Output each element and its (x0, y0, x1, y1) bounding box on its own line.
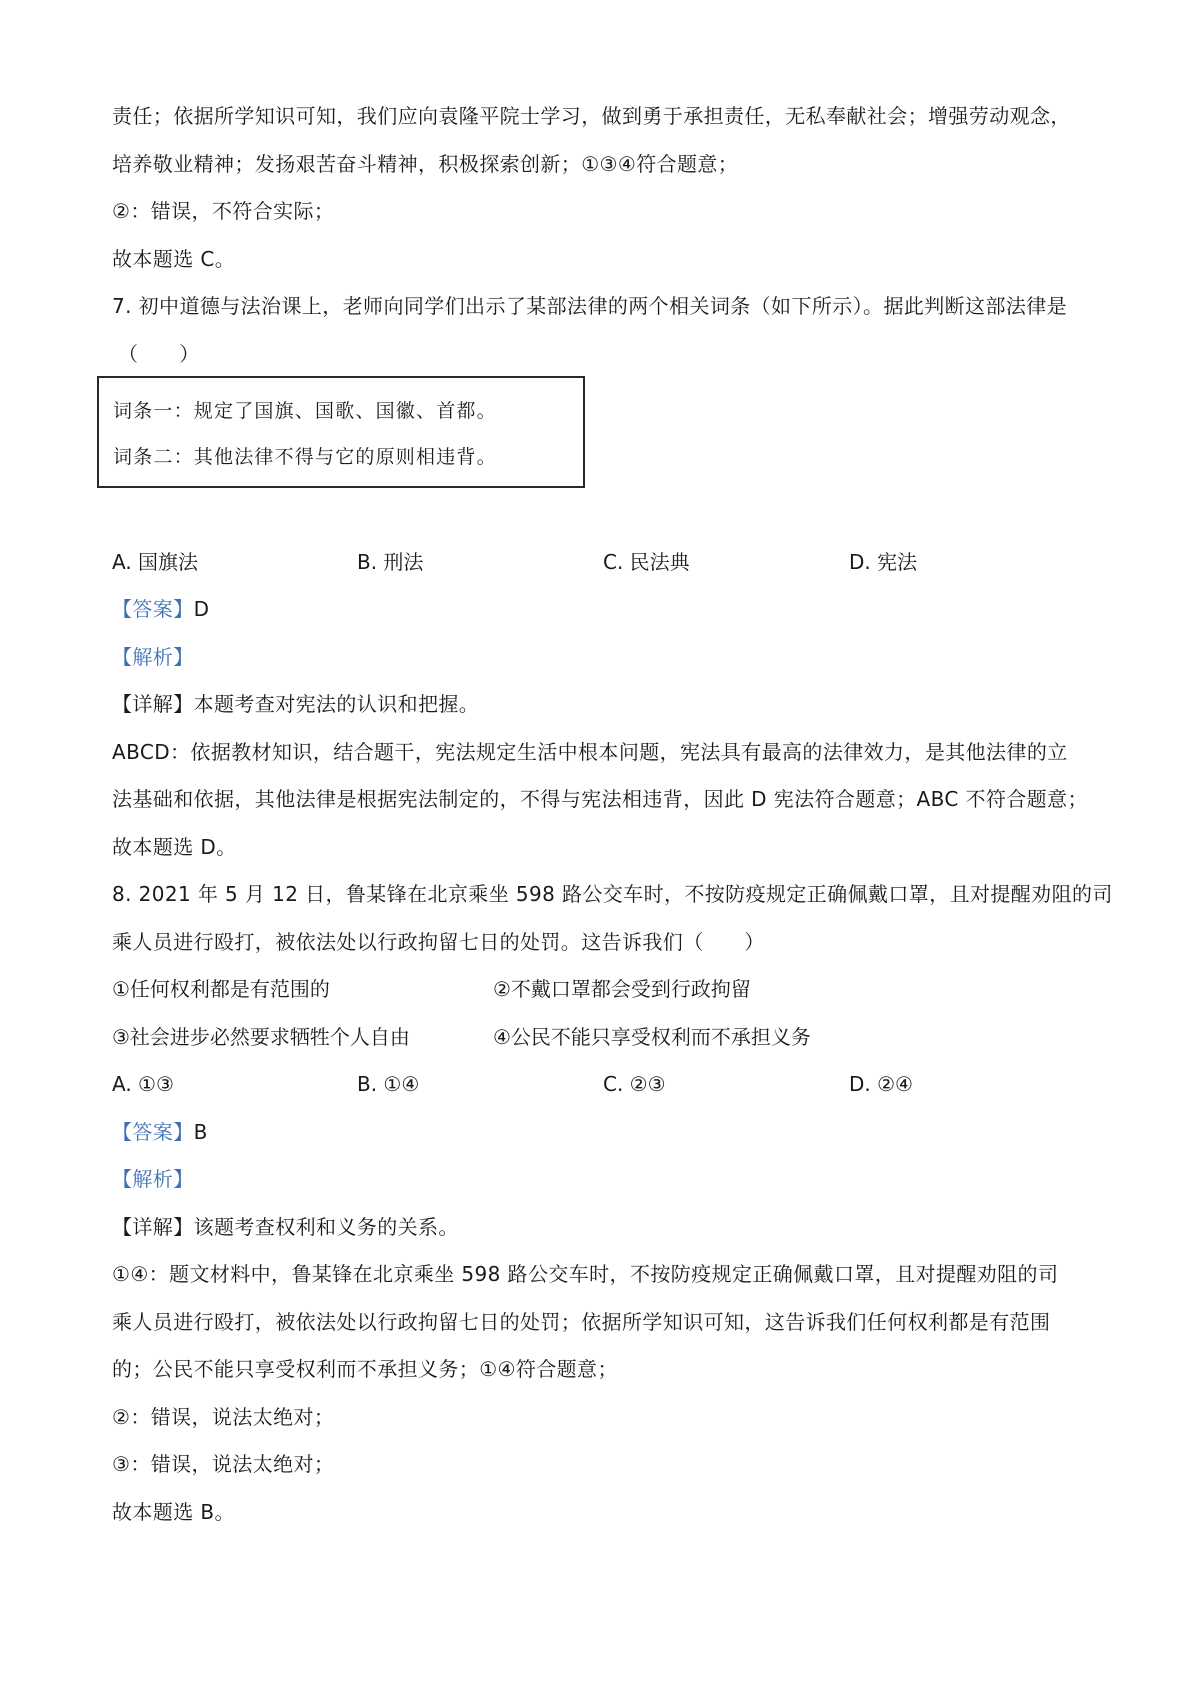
q7-answer: D (193, 597, 210, 621)
q7-analysis-tag: 【解析】 (112, 645, 194, 669)
q8-stem-line-1: 8. 2021 年 5 月 12 日，鲁某锋在北京乘坐 598 路公交车时，不按防疫规定正确佩戴口罩，且对提醒劝阻的司 (112, 882, 1113, 906)
q8-option-c: C. ②③ (603, 1072, 666, 1096)
q7-detail: 【详解】本题考查对宪法的认识和把握。 (112, 692, 480, 716)
q7-option-c: C. 民法典 (603, 550, 690, 574)
q8-statement-3: ③社会进步必然要求牺牲个人自由 (112, 1025, 410, 1049)
q7-answer-line (112, 595, 1110, 623)
prev-explanation-line-2: 培养敬业精神；发扬艰苦奋斗精神，积极探索创新；①③④符合题意； (112, 152, 739, 176)
q8-stem-line-2: 乘人员进行殴打，被依法处以行政拘留七日的处罚。这告诉我们（ ） (112, 930, 765, 954)
q8-statement-1: ①任何权利都是有范围的 (112, 977, 330, 1001)
q8-answer: B (193, 1120, 208, 1144)
q8-option-d: D. ②④ (849, 1072, 913, 1096)
q7-option-d: D. 宪法 (849, 550, 918, 574)
q7-entry-1: 词条一：规定了国旗、国歌、国徽、首都。 (113, 400, 497, 422)
q7-explanation-line-2: 法基础和依据，其他法律是根据宪法制定的，不得与宪法相违背，因此 D 宪法符合题意；ABC 不符合题意； (112, 787, 1088, 811)
q8-detail: 【详解】该题考查权利和义务的关系。 (112, 1215, 459, 1239)
q7-answer-tag: 【答案】 (112, 597, 194, 621)
q7-stem-line-1: 7. 初中道德与法治课上，老师向同学们出示了某部法律的两个相关词条（如下所示）。据此判断这部法律是 (112, 294, 1068, 318)
q8-option-a: A. ①③ (112, 1072, 174, 1096)
q7-option-a: A. 国旗法 (112, 550, 199, 574)
prev-explanation-line-1: 责任；依据所学知识可知，我们应向袁隆平院士学习，做到勇于承担责任，无私奉献社会；增强劳动观念， (112, 104, 1071, 128)
prev-conclusion: 故本题选 C。 (112, 247, 236, 271)
q8-explanation-line-5: ③：错误，说法太绝对； (112, 1452, 335, 1476)
q7-stem-line-2: （ ） (118, 342, 200, 366)
q8-option-b: B. ①④ (357, 1072, 420, 1096)
q8-statement-2: ②不戴口罩都会受到行政拘留 (493, 977, 751, 1001)
q8-explanation-line-4: ②：错误，说法太绝对； (112, 1405, 335, 1429)
q7-entry-2: 词条二：其他法律不得与它的原则相违背。 (113, 446, 497, 468)
q8-explanation-line-1: ①④：题文材料中，鲁某锋在北京乘坐 598 路公交车时，不按防疫规定正确佩戴口罩，且对提醒劝阻的司 (112, 1262, 1059, 1286)
q8-answer-tag: 【答案】 (112, 1120, 194, 1144)
prev-explanation-line-3: ②：错误，不符合实际； (112, 199, 335, 223)
q7-conclusion: 故本题选 D。 (112, 835, 237, 859)
q8-explanation-line-2: 乘人员进行殴打，被依法处以行政拘留七日的处罚；依据所学知识可知，这告诉我们任何权利都是有范围 (112, 1310, 1051, 1334)
q8-conclusion: 故本题选 B。 (112, 1500, 235, 1524)
q8-statement-4: ④公民不能只享受权利而不承担义务 (493, 1025, 811, 1049)
q8-answer-line (112, 1118, 1110, 1146)
q7-explanation-line-1: ABCD：依据教材知识，结合题干，宪法规定生活中根本问题，宪法具有最高的法律效力，是其他法律的立 (112, 740, 1068, 764)
q8-explanation-line-3: 的；公民不能只享受权利而不承担义务；①④符合题意； (112, 1357, 618, 1381)
q7-entry-box (97, 376, 585, 488)
q7-option-b: B. 刑法 (357, 550, 424, 574)
q8-analysis-tag: 【解析】 (112, 1167, 194, 1191)
